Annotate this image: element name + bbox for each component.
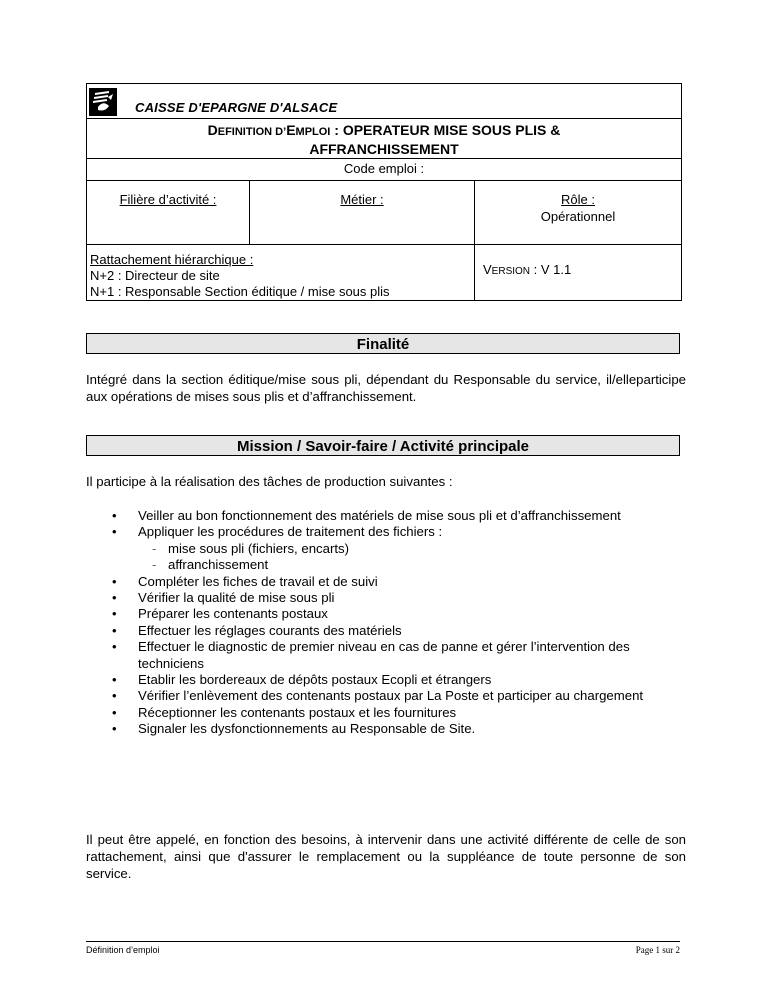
title-prefix-efinition: EFINITION D’ bbox=[217, 126, 287, 138]
sub-list bbox=[138, 541, 682, 574]
task-list bbox=[112, 508, 682, 738]
metier-cell bbox=[250, 181, 475, 244]
rattachement-n2: N+2 : Directeur de site bbox=[90, 268, 220, 283]
list-item: • Compléter les fiches de travail et de suivi bbox=[112, 574, 682, 590]
title-prefix-e: E bbox=[286, 122, 296, 138]
job-title: OPERATEUR MISE SOUS PLIS & bbox=[342, 122, 561, 138]
footer-divider bbox=[86, 941, 680, 942]
header-table bbox=[86, 83, 682, 301]
finalite-heading: Finalité bbox=[86, 333, 680, 354]
metier-label: Métier : bbox=[340, 192, 384, 207]
mission-intro: Il participe à la réalisation des tâches de production suivantes : bbox=[86, 474, 453, 489]
list-item: • Veiller au bon fonctionnement des matériels de mise sous pli et d’affranchissement bbox=[112, 508, 682, 524]
list-item: • Effectuer le diagnostic de premier niveau en cas de panne et gérer l’intervention des techniciens bbox=[112, 639, 682, 672]
rattachement-n1: N+1 : Responsable Section éditique / mise sous plis bbox=[90, 284, 390, 299]
job-attributes-row bbox=[87, 180, 681, 244]
list-item bbox=[112, 524, 682, 573]
list-item: • Réceptionner les contenants postaux et les fournitures bbox=[112, 705, 682, 721]
caisse-epargne-logo-icon bbox=[89, 88, 117, 116]
footer-page-number: Page 1 sur 2 bbox=[635, 945, 680, 955]
organization-row bbox=[87, 84, 681, 118]
title-separator: : bbox=[330, 122, 343, 138]
rattachement-label: Rattachement hiérarchique : bbox=[90, 252, 254, 267]
title-prefix-mploi: MPLOI bbox=[295, 126, 331, 138]
sub-list-item: - affranchissement bbox=[138, 557, 682, 573]
filiere-label: Filière d’activité : bbox=[119, 192, 217, 207]
role-value: Opérationnel bbox=[540, 209, 616, 224]
filiere-cell bbox=[87, 181, 250, 244]
version-v: V bbox=[483, 262, 492, 277]
job-title-line1 bbox=[87, 122, 681, 141]
list-item: • Préparer les contenants postaux bbox=[112, 606, 682, 622]
list-item: • Signaler les dysfonctionnements au Responsable de Site. bbox=[112, 721, 682, 737]
organization-name: CAISSE D'EPARGNE D'ALSACE bbox=[135, 100, 338, 115]
job-title-row bbox=[87, 118, 681, 158]
rattachement-row bbox=[87, 244, 681, 300]
closing-paragraph: Il peut être appelé, en fonction des besoins, à intervenir dans une activité différente de celle de son rattachement, ainsi que d'assurer le remplacement ou la suppléance de toute personne de son service. bbox=[86, 832, 686, 881]
mission-heading: Mission / Savoir-faire / Activité principale bbox=[86, 435, 680, 456]
version-cell bbox=[475, 245, 681, 300]
role-cell bbox=[475, 181, 681, 244]
finalite-text: Intégré dans la section éditique/mise sous pli, dépendant du Responsable du service, il/elleparticipe aux opérations de mises sous plis et d’affranchissement. bbox=[86, 372, 686, 404]
list-item: • Vérifier l’enlèvement des contenants postaux par La Poste et participer au chargement bbox=[112, 688, 682, 704]
list-item: • Etablir les bordereaux de dépôts postaux Ecopli et étrangers bbox=[112, 672, 682, 688]
list-item: • Effectuer les réglages courants des matériels bbox=[112, 623, 682, 639]
list-item-text: Appliquer les procédures de traitement des fichiers : bbox=[138, 524, 443, 540]
job-title-line2: AFFRANCHISSEMENT bbox=[309, 141, 459, 157]
code-emploi-row: Code emploi : bbox=[87, 158, 681, 180]
list-item: • Vérifier la qualité de mise sous pli bbox=[112, 590, 682, 606]
version-ersion: ERSION bbox=[491, 266, 531, 277]
title-prefix-d: D bbox=[207, 122, 218, 138]
role-label: Rôle : bbox=[561, 192, 595, 207]
version-value: : V 1.1 bbox=[530, 262, 572, 277]
rattachement-cell bbox=[87, 245, 475, 300]
sub-list-item: - mise sous pli (fichiers, encarts) bbox=[138, 541, 682, 557]
footer-document-name: Définition d’emploi bbox=[86, 945, 160, 955]
